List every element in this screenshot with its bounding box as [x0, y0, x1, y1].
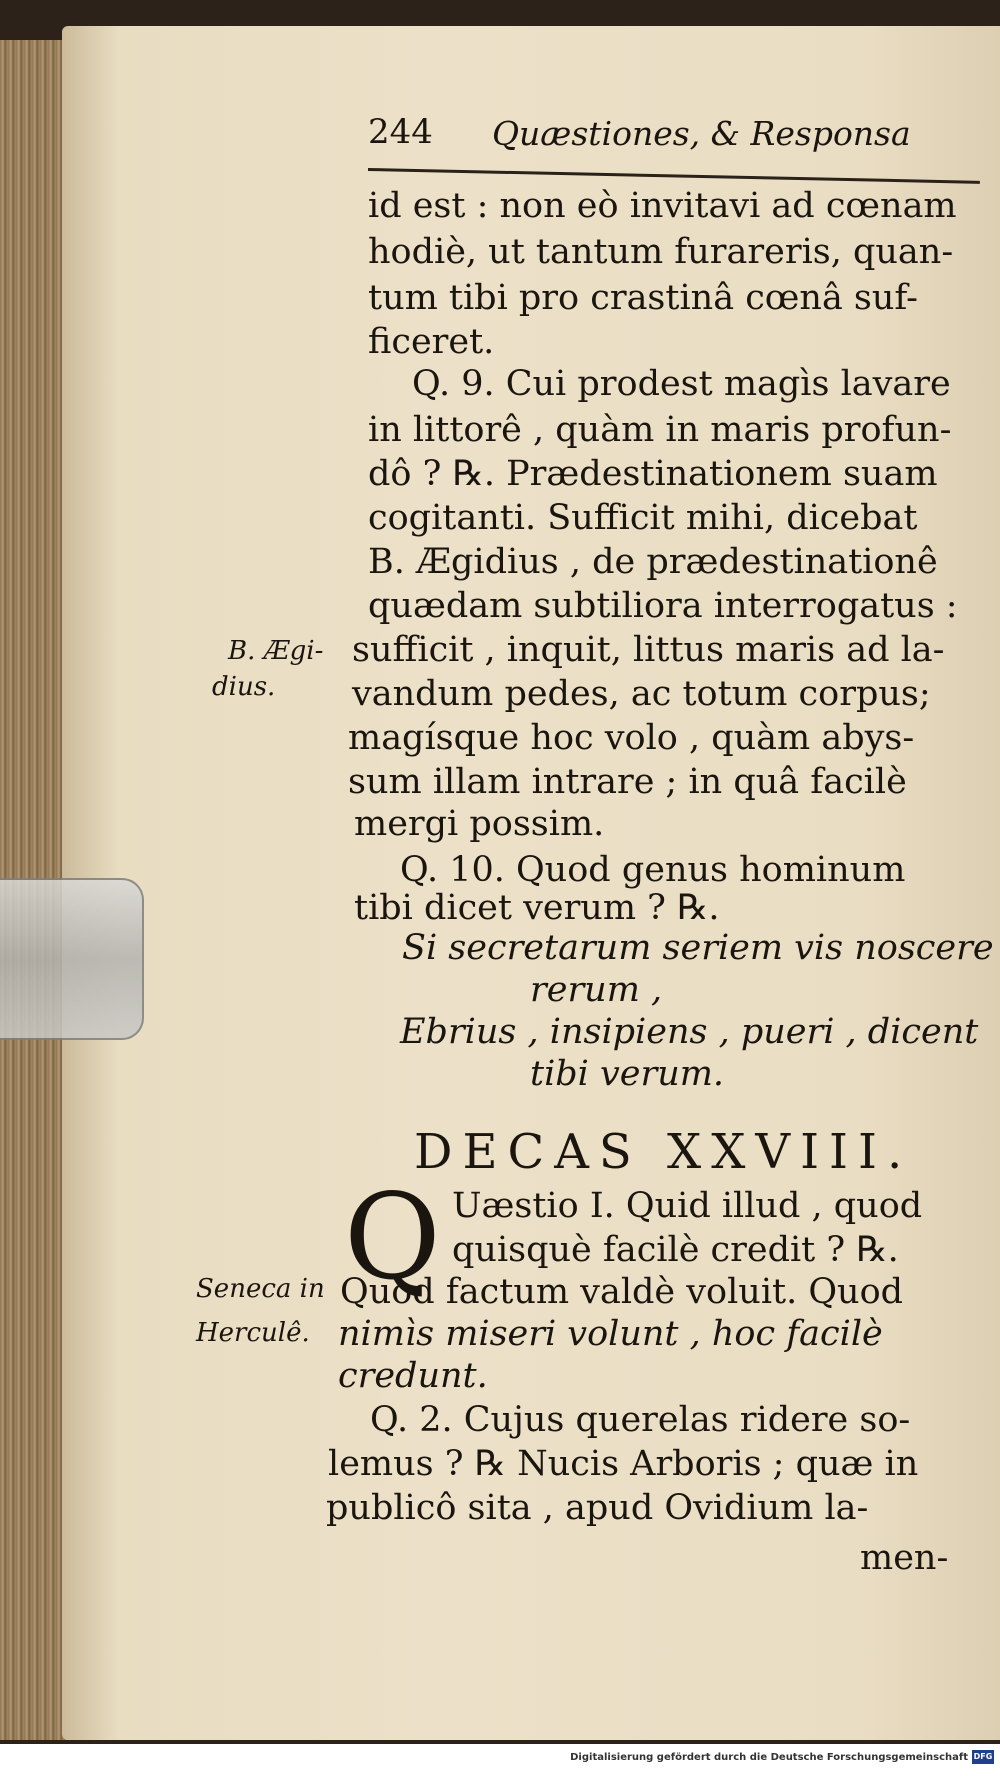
- margin-note-seneca: Herculê.: [196, 1318, 310, 1348]
- section-line: credunt.: [338, 1356, 488, 1396]
- verse-line: tibi verum.: [530, 1054, 725, 1094]
- body-line: mergi possim.: [354, 804, 605, 844]
- body-line: ficeret.: [368, 322, 495, 362]
- body-line: B. Ægidius , de prædestinationê: [368, 542, 938, 582]
- verse-line: rerum ,: [530, 970, 663, 1010]
- body-line: quædam subtiliora interrogatus :: [368, 586, 958, 626]
- page-number: 244: [368, 112, 433, 152]
- body-line: Q. 10. Quod genus hominum: [400, 850, 906, 890]
- catchword: men-: [860, 1538, 949, 1578]
- page-clip: [0, 878, 144, 1040]
- section-line: nimìs miseri volunt , hoc facilè: [338, 1314, 883, 1354]
- section-heading: DECAS XXVIII.: [414, 1124, 913, 1180]
- body-line: sum illam intrare ; in quâ facilè: [348, 762, 907, 802]
- body-line: tibi dicet verum ? ℞.: [354, 888, 720, 928]
- margin-note-seneca: Seneca in: [196, 1274, 325, 1304]
- body-line: in littorê , quàm in maris profun-: [368, 410, 952, 450]
- body-line: Q. 9. Cui prodest magìs lavare: [412, 364, 951, 404]
- body-line: tum tibi pro crastinâ cœnâ suf-: [368, 278, 918, 318]
- dfg-logo: DFG: [972, 1750, 994, 1764]
- footer-credit: Digitalisierung gefördert durch die Deutsche Forschungsgemeinschaft: [570, 1752, 968, 1763]
- running-head: Quæstiones, & Responsa: [492, 114, 911, 153]
- body-line: dô ? ℞. Prædestinationem suam: [368, 454, 938, 494]
- body-line: id est : non eò invitavi ad cœnam: [368, 186, 957, 226]
- section-line: publicô sita , apud Ovidium la-: [326, 1488, 869, 1528]
- section-line: quisquè facilè credit ? ℞.: [452, 1230, 899, 1270]
- body-line: cogitanti. Sufficit mihi, dicebat: [368, 498, 918, 538]
- verse-line: Ebrius , insipiens , pueri , dicent: [400, 1012, 979, 1052]
- body-line: hodiè, ut tantum furareris, quan-: [368, 232, 954, 272]
- drop-cap: Q: [344, 1168, 441, 1306]
- body-line: sufficit , inquit, littus maris ad la-: [352, 630, 945, 670]
- margin-note-aegidius: B. Ægi-: [228, 636, 324, 666]
- section-line: Uæstio I. Quid illud , quod: [452, 1186, 923, 1226]
- section-line: lemus ? ℞ Nucis Arboris ; quæ in: [328, 1444, 919, 1484]
- body-line: vandum pedes, ac totum corpus;: [352, 674, 931, 714]
- body-line: magísque hoc volo , quàm abys-: [348, 718, 915, 758]
- section-line: Quod factum valdè voluit. Quod: [340, 1272, 904, 1312]
- margin-note-aegidius: dius.: [212, 672, 276, 702]
- verse-line: Si secretarum seriem vis noscere: [402, 928, 994, 968]
- section-line: Q. 2. Cujus querelas ridere so-: [370, 1400, 911, 1440]
